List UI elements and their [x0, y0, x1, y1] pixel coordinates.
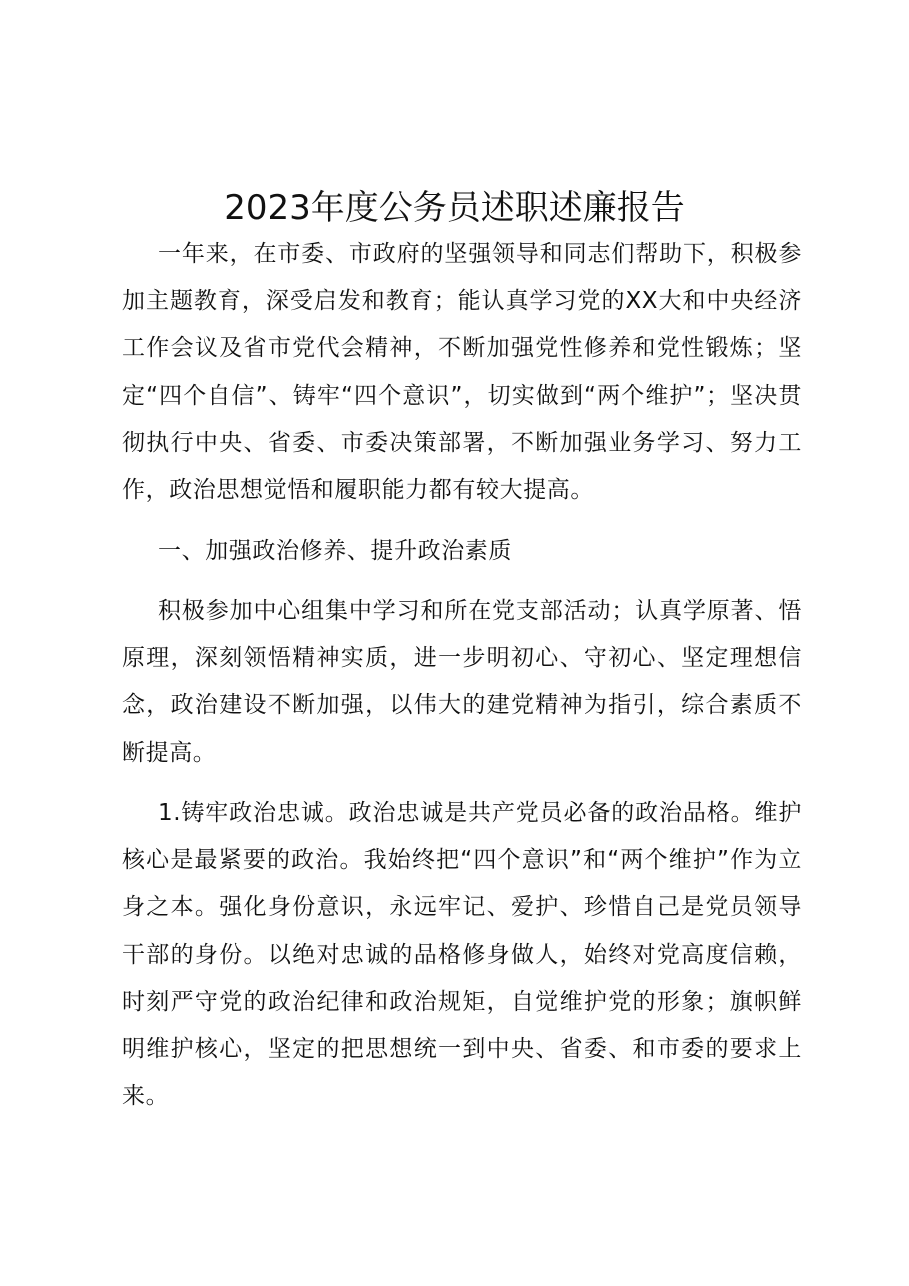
body-paragraph: 积极参加中心组集中学习和所在党支部活动；认真学原著、悟原理，深刻领悟精神实质，进一步明初心、守初心、坚定理想信念，政治建设不断加强，以伟大的建党精神为指引，综合素质不断提高。	[122, 598, 802, 766]
body-paragraph: 1.铸牢政治忠诚。政治忠诚是共产党员必备的政治品格。维护核心是最紧要的政治。我始终把“四个意识”和“两个维护”作为立身之本。强化身份意识，永远牢记、爱护、珍惜自己是党员领导干部的身份。以绝对忠诚的品格修身做人，始终对党高度信赖，时刻严守党的政治纪律和政治规矩，自觉维护党的形象；旗帜鲜明维护核心，坚定的把思想统一到中央、省委、和市委的要求上来。	[122, 800, 802, 1110]
section-heading: 一、加强政治修养、提升政治素质	[158, 538, 512, 564]
document-title: 2023年度公务员述职述廉报告	[224, 187, 685, 228]
body-paragraph: 一年来，在市委、市政府的坚强领导和同志们帮助下，积极参加主题教育，深受启发和教育；能认真学习党的XX大和中央经济工作会议及省市党代会精神，不断加强党性修养和党性锻炼；坚定“四个自信”、铸牢“四个意识”，切实做到“两个维护”；坚决贯彻执行中央、省委、市委决策部署，不断加强业务学习、努力工作，政治思想觉悟和履职能力都有较大提高。	[122, 241, 802, 504]
